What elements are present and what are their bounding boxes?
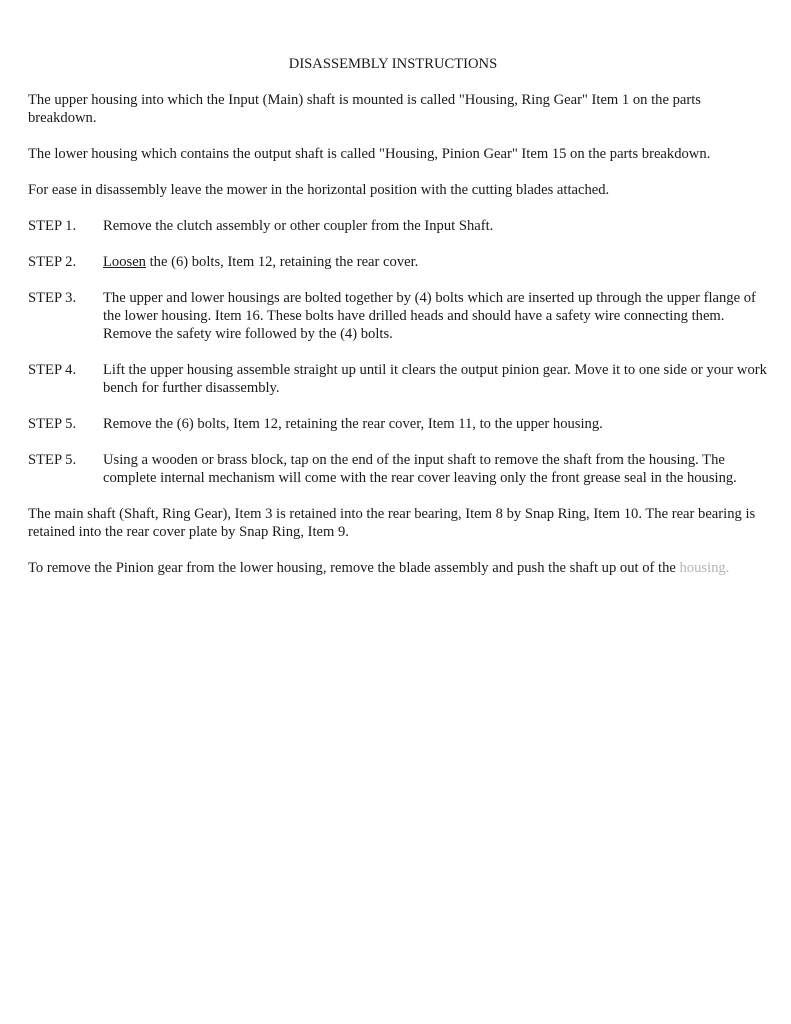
step-4-label: STEP 4.: [28, 362, 77, 378]
step-4-text: Lift the upper housing assemble straight up until it clears the output pinion gear. Move it to one side or your work bench for further disassembly.: [103, 362, 767, 396]
step-5a: [28, 415, 768, 433]
outro-paragraph-pinion-gear: [28, 559, 768, 577]
step-4: [28, 361, 768, 397]
step-2-rest: the (6) bolts, Item 12, retaining the rear cover.: [145, 254, 419, 270]
outro-pinion-faded-tail: housing.: [679, 560, 730, 576]
intro-paragraph-housing-pinion-gear: The lower housing which contains the output shaft is called "Housing, Pinion Gear" Item 15 on the parts breakdown.: [28, 146, 711, 162]
intro-paragraph-housing-ring-gear: The upper housing into which the Input (Main) shaft is mounted is called "Housing, Ring Gear" Item 1 on the parts breakdown.: [28, 92, 701, 126]
step-5b-text: Using a wooden or brass block, tap on the end of the input shaft to remove the shaft from the housing. The complete internal mechanism will come with the rear cover leaving only the front grease seal in the housing.: [103, 452, 737, 486]
step-5b: [28, 451, 768, 487]
step-2: [28, 253, 768, 271]
step-5b-label: STEP 5.: [28, 452, 77, 468]
step-3-label: STEP 3.: [28, 290, 77, 306]
step-2-underlined-word: Loosen: [103, 254, 146, 270]
step-3: [28, 289, 768, 343]
step-2-label: STEP 2.: [28, 254, 77, 270]
step-3-text: The upper and lower housings are bolted together by (4) bolts which are inserted up through the upper flange of the lower housing. Item 16. These bolts have drilled heads and should have a safety wire connecting them. Remove the safety wire followed by the (4) bolts.: [103, 290, 756, 342]
step-2-text: [103, 253, 768, 271]
step-1: [28, 217, 768, 235]
outro-paragraph-main-shaft: The main shaft (Shaft, Ring Gear), Item 3 is retained into the rear bearing, Item 8 by Snap Ring, Item 10. The rear bearing is retained into the rear cover plate by Snap Ring, Item 9.: [28, 506, 756, 540]
intro-paragraph-ease-of-disassembly: For ease in disassembly leave the mower in the horizontal position with the cutting blades attached.: [28, 182, 610, 198]
step-5a-text: Remove the (6) bolts, Item 12, retaining the rear cover, Item 11, to the upper housing.: [103, 416, 603, 432]
outro-pinion-main-text: To remove the Pinion gear from the lower housing, remove the blade assembly and push the shaft up out of the: [28, 560, 680, 576]
step-5a-label: STEP 5.: [28, 416, 77, 432]
step-1-text: Remove the clutch assembly or other coupler from the Input Shaft.: [103, 218, 494, 234]
step-1-label: STEP 1.: [28, 218, 77, 234]
document-page: [28, 55, 768, 595]
document-title: DISASSEMBLY INSTRUCTIONS: [288, 56, 498, 72]
